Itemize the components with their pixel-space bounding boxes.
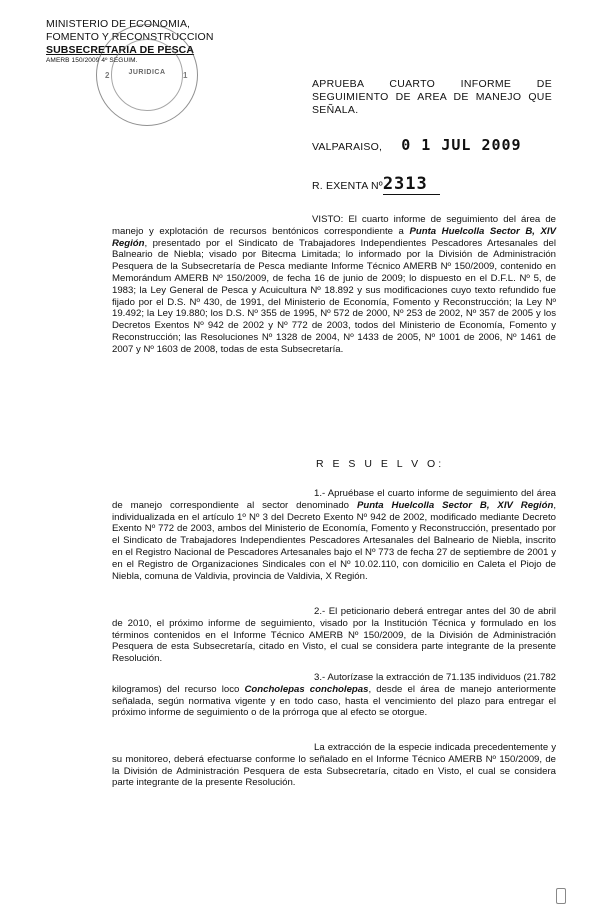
article-1-post: , individualizada en el artículo 1º Nº 3 del Decreto Exento Nº 942 de 2002, modificado mediante Decreto Exento Nº 772 de 2003, ambos del Ministerio de Economía, Fomento y Reconstrucción, presentado por el Sindicato de Trabajadores Independientes Pescadores Artesanales del Balneario de Niebla, inscrito en el Registro Nacional de Pescadores Artesanales bajo el Nº 773 de fecha 27 de septiembre de 2001 y en el Registro de Organizaciones Sindicales con el Nº 10.02.110, con domicilio en Caleta el Piojo de Niebla, comuna de Valdivia, provincia de Valdivia, X Región. [112, 499, 556, 582]
article-1-pre: 1.- Apruébase el cuarto informe de seguimiento del área de manejo correspondiente al sector denominado [112, 488, 556, 511]
article-3-pre: 3.- Autorízase la extracción de 71.135 individuos (21.782 kilogramos) del recurso loco [112, 672, 556, 695]
page-corner-mark [556, 888, 566, 904]
resolution-number-line [312, 174, 440, 194]
letterhead-subsecretaria: SUBSECRETARIA DE PESCA [46, 44, 195, 56]
letterhead-fomento: FOMENTO Y RECONSTRUCCION [46, 31, 214, 43]
extraction-text: La extracción de la especie indicada precedentemente y su monitoreo, deberá efectuarse conforme lo señalado en el Informe Técnico AMERB Nº 150/2009, de la División de Administración Pesquera de esta Subsecretaría, citado en Visto, el cual se considera parte integrante de la presente Resolución. [112, 742, 556, 789]
letterhead-ministry: MINISTERIO DE ECONOMIA, [46, 18, 191, 30]
article-1-paragraph [112, 488, 556, 582]
visto-sector: Punta Huelcolla Sector B, XIV Región [112, 225, 556, 249]
resuelvo-heading: R E S U E L V O: [316, 458, 445, 470]
extraction-paragraph [112, 742, 556, 789]
legal-stamp-seal [96, 24, 198, 126]
visto-text-post: , presentado por el Sindicato de Trabajadores Independientes Pescadores Artesanales del Balneario de Niebla; visado por Bitecma Limitada; lo informado por la División de Administración Pesquera de la Subsecretaría de Pesca mediante Informe Técnico AMERB Nº 150/2009, contenido en Memorándum AMERB Nº 150/2009, de fecha 16 de junio de 2009; lo dispuesto en el D.F.L. Nº 5, de 1983; la Ley General de Pesca y Acuicultura Nº 18.892 y sus modificaciones cuyo texto refundido fue fijado por el D.S. Nº 430, de 1991, del Ministerio de Economía, Fomento y Reconstrucción; la Ley Nº 19.492; la Ley 19.880; los D.S. Nº 355 de 1995, Nº 572 de 2000, Nº 253 de 2002, Nº 357 de 2005 y los Decretos Exentos Nº 942 de 2002 y Nº 772 de 2003, todos del Ministerio de Economía, Fomento y Reconstrucción; las Resoluciones Nº 1328 de 2004, Nº 1433 de 2005, Nº 1001 de 2006, Nº 1461 de 2007 y Nº 1603 de 2008, todas de esta Subsecretaría. [112, 237, 556, 355]
dateline [312, 136, 522, 154]
article-1-sector: Punta Huelcolla Sector B, XIV Región [356, 499, 554, 511]
article-2-text: 2.- El peticionario deberá entregar antes del 30 de abril de 2010, el próximo informe de seguimiento, visado por la Institución Técnica y formulado en los términos contenidos en el Informe Técnico AMERB Nº 150/2009, de la División de Administración Pesquera de esta Subsecretaría, citado en Visto, el cual se considera parte integrante de la presente Resolución. [112, 606, 556, 665]
dateline-place: VALPARAISO, [312, 141, 383, 153]
resolution-number: 2313 [383, 174, 440, 195]
resolution-label: R. EXENTA Nº [312, 180, 383, 192]
resolution-summary: APRUEBA CUARTO INFORME DE SEGUIMIENTO DE AREA DE MANEJO QUE SEÑALA. [312, 78, 552, 116]
letterhead-reference: AMERB 150/2009 4º SEGUIM. [46, 57, 138, 64]
article-3-species: Concholepas concholepas [244, 683, 369, 695]
date-stamp: 0 1 JUL 2009 [401, 136, 522, 154]
visto-text-pre: VISTO: El cuarto informe de seguimiento del área de manejo y explotación de recursos bentónicos correspondiente a [112, 214, 556, 237]
article-3-paragraph [112, 672, 556, 719]
stamp-number-left: 2 [105, 71, 110, 80]
visto-paragraph [112, 214, 556, 356]
stamp-number-right: 1 [183, 71, 188, 80]
stamp-text: JURIDICA [128, 69, 166, 76]
article-3-post: , desde el área de manejo anteriormente señalada, según normativa vigente y en todo caso, hasta el vencimiento del plazo para entregar el próximo informe de seguimiento o de la prórroga que al efecto se otorgue. [112, 683, 556, 719]
article-2-paragraph [112, 606, 556, 665]
